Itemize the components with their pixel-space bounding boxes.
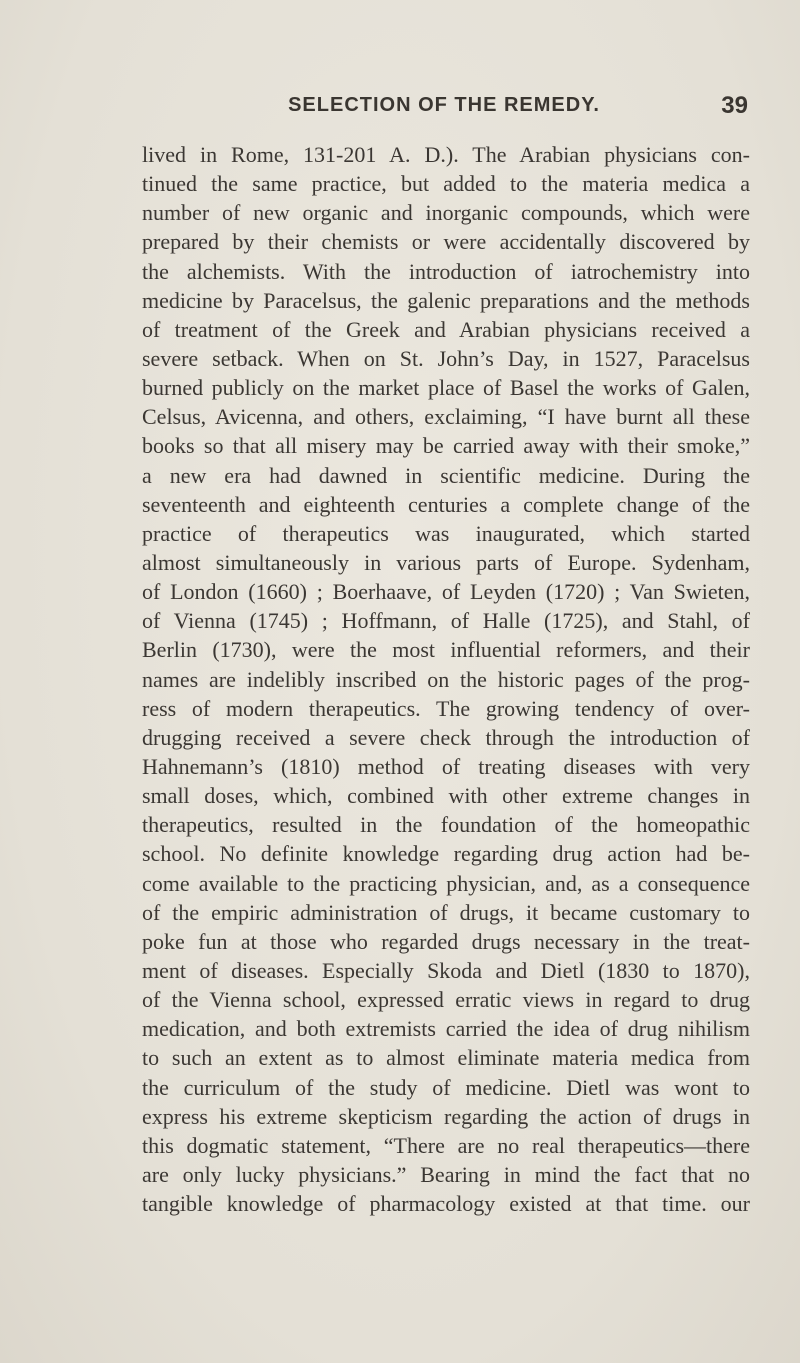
text-line: burned publicly on the market place of Basel the works of Galen, (142, 375, 750, 401)
text-line: therapeutics, resulted in the foundation of the homeopathic (142, 812, 750, 838)
text-line: Celsus, Avicenna, and others, exclaiming, “I have burnt all these (142, 404, 750, 430)
body-paragraph (142, 140, 750, 1218)
text-line: medicine by Paracelsus, the galenic preparations and the methods (142, 287, 750, 313)
text-line: Hahnemann’s (1810) method of treating diseases with very (142, 753, 750, 779)
text-line: number of new organic and inorganic compounds, which were (142, 200, 750, 226)
text-line: prepared by their chemists or were accidentally discovered by (142, 229, 750, 255)
text-line: express his extreme skepticism regarding the action of drugs in (142, 1103, 750, 1129)
running-title: SELECTION OF THE REMEDY. (288, 94, 600, 116)
text-line: names are indelibly inscribed on the historic pages of the prog- (142, 666, 750, 692)
text-line: ment of diseases. Especially Skoda and Dietl (1830 to 1870), (142, 957, 750, 983)
text-line: this dogmatic statement, “There are no real therapeutics—there (142, 1132, 750, 1158)
text-line: practice of therapeutics was inaugurated, which started (142, 520, 750, 546)
text-line: of Vienna (1745) ; Hoffmann, of Halle (1725), and Stahl, of (142, 608, 750, 634)
text-line: school. No definite knowledge regarding drug action had be- (142, 841, 750, 867)
text-line: Berlin (1730), were the most influential reformers, and their (142, 637, 750, 663)
text-line: poke fun at those who regarded drugs necessary in the treat- (142, 928, 750, 954)
text-line: lived in Rome, 131-201 A. D.). The Arabian physicians con- (142, 142, 750, 167)
text-line: come available to the practicing physician, and, as a consequence (142, 870, 750, 896)
text-line: are only lucky physicians.” Bearing in mind the fact that no (142, 1161, 750, 1187)
text-line: medication, and both extremists carried the idea of drug nihilism (142, 1016, 750, 1042)
page-number: 39 (721, 92, 748, 119)
text-line: ress of modern therapeutics. The growing tendency of over- (142, 695, 750, 721)
text-line: of the empiric administration of drugs, it became customary to (142, 899, 750, 925)
text-line: severe setback. When on St. John’s Day, in 1527, Paracelsus (142, 345, 750, 371)
text-line: small doses, which, combined with other extreme changes in (142, 783, 750, 809)
text-line: of the Vienna school, expressed erratic views in regard to drug (142, 987, 750, 1013)
text-line: to such an extent as to almost eliminate materia medica from (142, 1045, 750, 1071)
text-line: of London (1660) ; Boerhaave, of Leyden (1720) ; Van Swieten, (142, 579, 750, 605)
text-line: a new era had dawned in scientific medicine. During the (142, 462, 750, 488)
running-header (140, 88, 748, 128)
text-line: tinued the same practice, but added to the materia medica a (142, 171, 750, 197)
text-line: of treatment of the Greek and Arabian physicians received a (142, 316, 750, 342)
text-line: the alchemists. With the introduction of iatrochemistry into (142, 258, 750, 284)
text-line: almost simultaneously in various parts of Europe. Sydenham, (142, 549, 750, 575)
text-line: seventeenth and eighteenth centuries a complete change of the (142, 491, 750, 517)
text-line: tangible knowledge of pharmacology existed at that time. our (142, 1191, 750, 1217)
text-line: the curriculum of the study of medicine. Dietl was wont to (142, 1074, 750, 1100)
text-line: drugging received a severe check through the introduction of (142, 724, 750, 750)
text-line: books so that all misery may be carried away with their smoke,” (142, 433, 750, 459)
